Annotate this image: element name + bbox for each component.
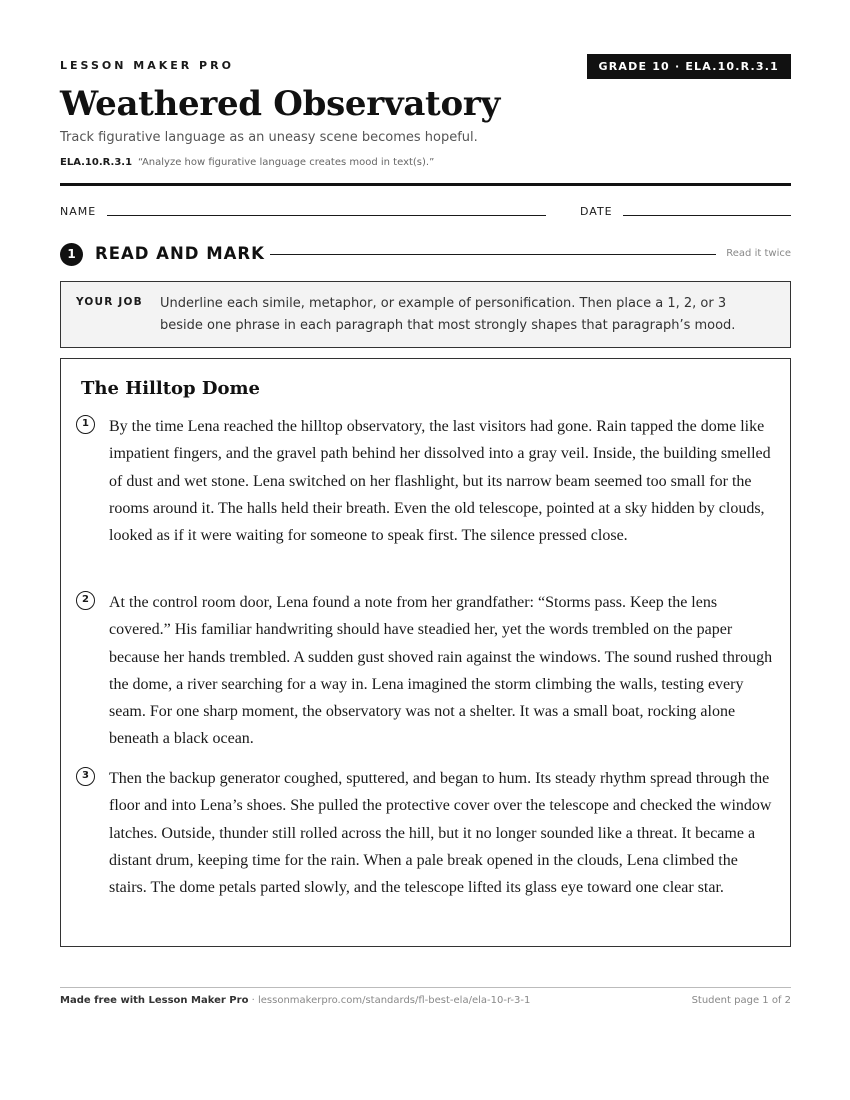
task-box bbox=[60, 281, 791, 348]
standard-line bbox=[60, 157, 434, 168]
header-divider bbox=[60, 183, 791, 186]
section-note: Read it twice bbox=[726, 248, 791, 259]
name-label: NAME bbox=[60, 205, 97, 218]
section-title: READ AND MARK bbox=[95, 244, 265, 263]
paragraph-2: At the control room door, Lena found a note from her grandfather: “Storms pass. Keep the lens covered.” His familiar handwriting should have steadied her, yet the words trembled on the paper because her hands trembled. A sudden gust shoved rain against the windows. The sound rushed through the dome, a river searching for a way in. Lena imagined the storm climbing the walls, testing every seam. For one sharp moment, the observatory was not a shelter. It was a small boat, rocking alone beneath a black ocean. bbox=[109, 594, 773, 748]
footer-url: · lessonmakerpro.com/standards/fl-best-ela/ela-10-r-3-1 bbox=[251, 995, 531, 1006]
section-divider bbox=[270, 254, 716, 255]
page-subtitle: Track figurative language as an uneasy scene becomes hopeful. bbox=[60, 130, 478, 145]
page-title: Weathered Observatory bbox=[60, 84, 500, 124]
task-instructions: Underline each simile, metaphor, or example of personification. Then place a 1, 2, or 3 beside one phrase in each paragraph that most strongly shapes that paragraph’s mood. bbox=[160, 296, 736, 333]
paragraph-3: Then the backup generator coughed, sputtered, and began to hum. Its steady rhythm spread through the floor and into Lena’s shoes. She pulled the protective cover over the telescope and checked the window latches. Outside, thunder still rolled across the hill, but it no longer sounded like a threat. It became a distant drum, keeping time for the rain. When a pale break opened in the clouds, Lena climbed the stairs. The dome petals parted slowly, and the telescope lifted its glass eye toward one clear star. bbox=[109, 770, 772, 897]
paragraph-number-2: 2 bbox=[76, 591, 95, 610]
passage-title: The Hilltop Dome bbox=[81, 378, 261, 399]
grade-badge: GRADE 10 · ELA.10.R.3.1 bbox=[587, 54, 791, 79]
page-indicator: Student page 1 of 2 bbox=[691, 995, 791, 1006]
paragraph-1: By the time Lena reached the hilltop observatory, the last visitors had gone. Rain tapped the dome like impatient fingers, and the gravel path behind her dissolved into a gray veil. Inside, the building smelled of dust and wet stone. Lena switched on her flashlight, but its narrow beam seemed too small for the rooms around it. The halls held their breath. Even the old telescope, pointed at a sky hidden by clouds, looked as if it were waiting for someone to speak first. The silence pressed close. bbox=[109, 418, 771, 545]
reading-passage bbox=[60, 358, 791, 947]
paragraph-number-3: 3 bbox=[76, 767, 95, 786]
standard-description: “Analyze how figurative language creates mood in text(s).” bbox=[138, 157, 435, 168]
brand-name: LESSON MAKER PRO bbox=[60, 59, 234, 72]
date-field[interactable] bbox=[623, 215, 791, 216]
name-field[interactable] bbox=[107, 215, 546, 216]
standard-code: ELA.10.R.3.1 bbox=[60, 157, 133, 168]
footer-divider bbox=[60, 987, 791, 988]
task-label: YOUR JOB bbox=[76, 296, 143, 308]
footer-brand: Made free with Lesson Maker Pro bbox=[60, 995, 249, 1006]
paragraph-number-1: 1 bbox=[76, 415, 95, 434]
date-label: DATE bbox=[580, 205, 613, 218]
section-number-badge: 1 bbox=[60, 243, 83, 266]
footer-credit bbox=[60, 995, 530, 1006]
